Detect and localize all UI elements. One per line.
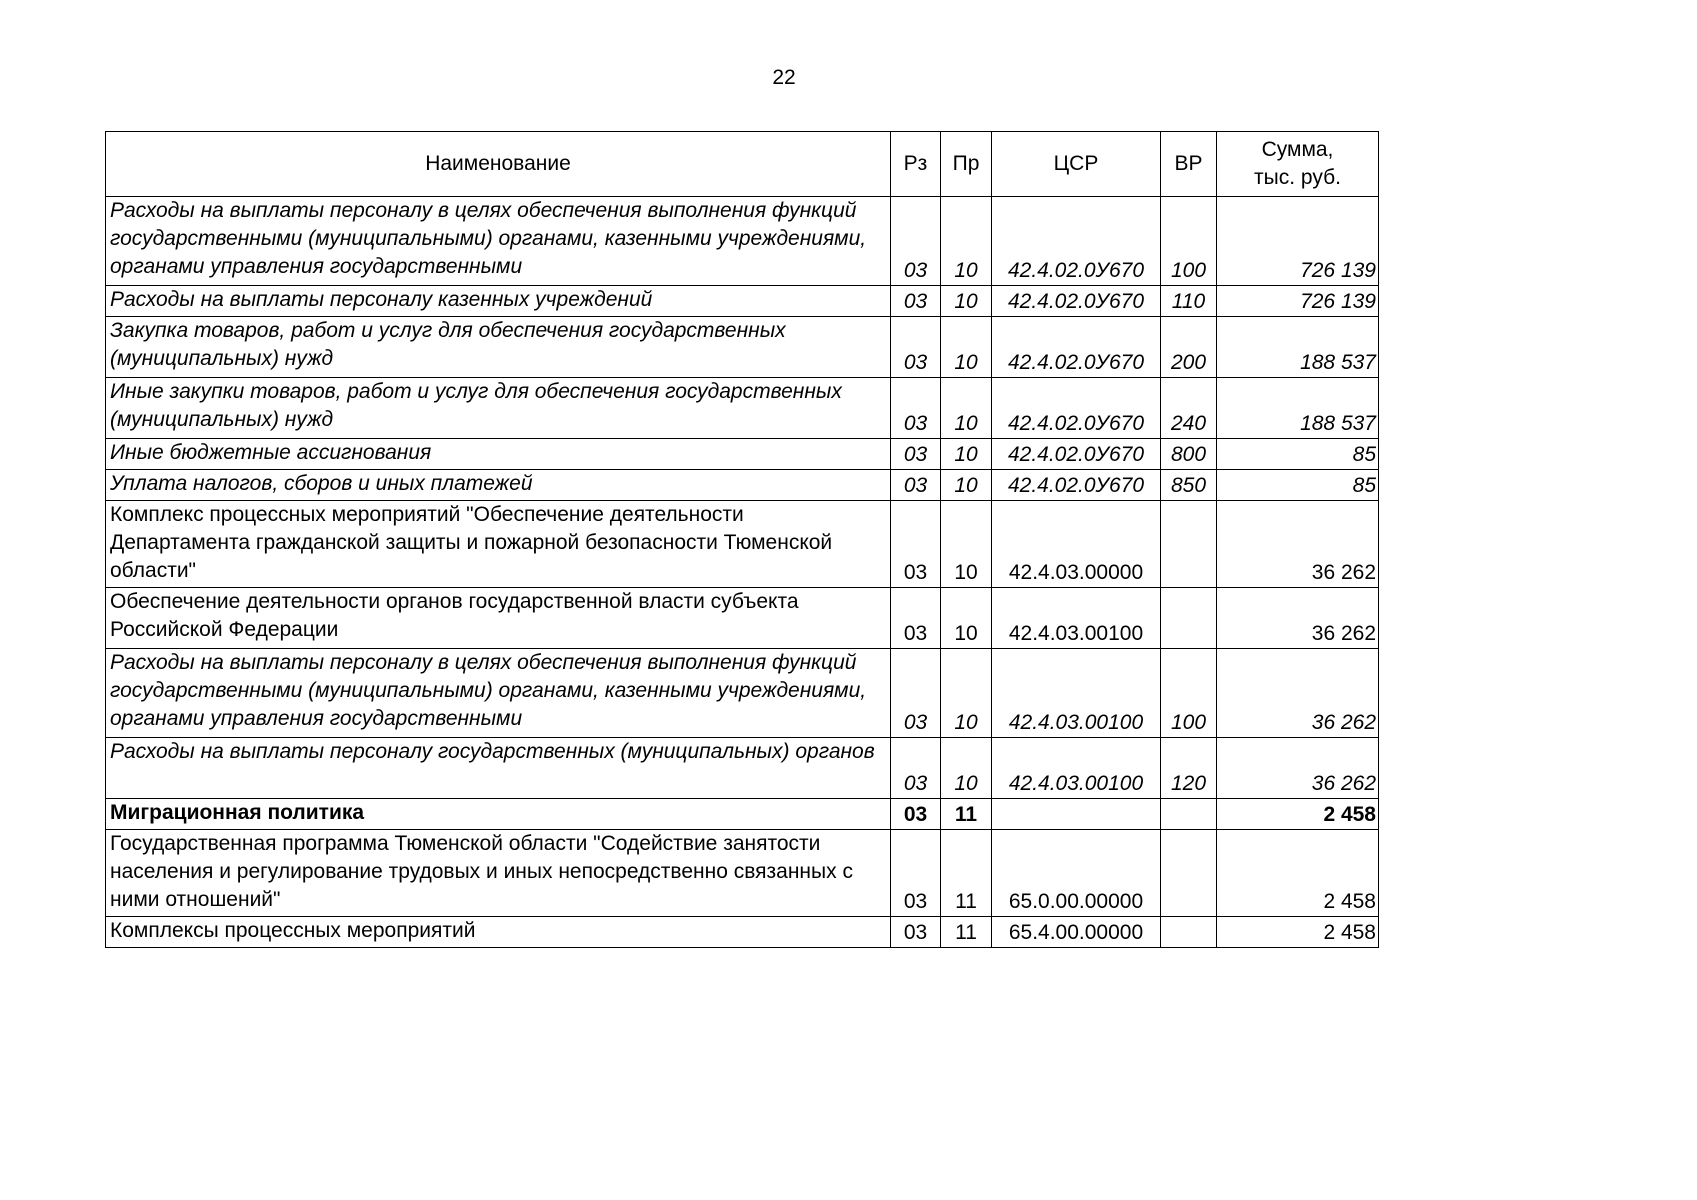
table-row — [106, 649, 1379, 738]
row-vr: 100 — [1161, 649, 1217, 738]
row-rz: 03 — [891, 799, 941, 830]
row-name: Расходы на выплаты персоналу в целях обеспечения выполнения функций государственными (муниципальными) органами, казенными учреждениями, органами управления государственными — [106, 197, 891, 286]
header-sum — [1217, 132, 1379, 197]
table-row — [106, 470, 1379, 501]
row-vr: 800 — [1161, 439, 1217, 470]
row-vr: 200 — [1161, 317, 1217, 378]
row-pr: 11 — [941, 799, 992, 830]
row-sum: 2 458 — [1217, 917, 1379, 948]
row-csr — [992, 799, 1161, 830]
row-rz: 03 — [891, 588, 941, 649]
header-sum-line1: Сумма, — [1261, 138, 1334, 161]
row-vr: 100 — [1161, 197, 1217, 286]
table-row — [106, 830, 1379, 917]
row-rz: 03 — [891, 286, 941, 317]
header-sum-line2: тыс. руб. — [1254, 166, 1341, 189]
header-name: Наименование — [106, 132, 891, 197]
row-csr: 42.4.02.0У670 — [992, 378, 1161, 439]
row-sum: 85 — [1217, 439, 1379, 470]
row-csr: 42.4.02.0У670 — [992, 286, 1161, 317]
row-name: Уплата налогов, сборов и иных платежей — [106, 470, 891, 501]
row-csr: 42.4.02.0У670 — [992, 317, 1161, 378]
table-row — [106, 439, 1379, 470]
row-name: Комплексы процессных мероприятий — [106, 917, 891, 948]
row-name: Иные закупки товаров, работ и услуг для обеспечения государственных (муниципальных) нужд — [106, 378, 891, 439]
row-vr: 110 — [1161, 286, 1217, 317]
row-rz: 03 — [891, 439, 941, 470]
row-rz: 03 — [891, 378, 941, 439]
row-pr: 10 — [941, 649, 992, 738]
header-pr: Пр — [941, 132, 992, 197]
row-rz: 03 — [891, 470, 941, 501]
header-csr: ЦСР — [992, 132, 1161, 197]
row-vr: 850 — [1161, 470, 1217, 501]
row-vr — [1161, 501, 1217, 588]
row-name: Расходы на выплаты персоналу государственных (муниципальных) органов — [106, 738, 891, 799]
row-csr: 42.4.03.00100 — [992, 738, 1161, 799]
row-csr: 42.4.03.00100 — [992, 588, 1161, 649]
table-row — [106, 378, 1379, 439]
table-row — [106, 917, 1379, 948]
row-name: Расходы на выплаты персоналу в целях обеспечения выполнения функций государственными (муниципальными) органами, казенными учреждениями, органами управления государственными — [106, 649, 891, 738]
row-name: Закупка товаров, работ и услуг для обеспечения государственных (муниципальных) нужд — [106, 317, 891, 378]
row-rz: 03 — [891, 649, 941, 738]
row-csr: 65.4.00.00000 — [992, 917, 1161, 948]
row-pr: 11 — [941, 917, 992, 948]
row-rz: 03 — [891, 738, 941, 799]
header-row — [106, 132, 1379, 197]
table-row — [106, 286, 1379, 317]
row-vr — [1161, 917, 1217, 948]
header-vr: ВР — [1161, 132, 1217, 197]
row-csr: 42.4.02.0У670 — [992, 470, 1161, 501]
row-pr: 10 — [941, 470, 992, 501]
table-row — [106, 738, 1379, 799]
row-rz: 03 — [891, 317, 941, 378]
row-sum: 188 537 — [1217, 378, 1379, 439]
row-csr: 42.4.02.0У670 — [992, 197, 1161, 286]
row-sum: 36 262 — [1217, 738, 1379, 799]
row-sum: 85 — [1217, 470, 1379, 501]
budget-table — [105, 131, 1379, 948]
table-row — [106, 501, 1379, 588]
row-pr: 10 — [941, 197, 992, 286]
row-sum: 36 262 — [1217, 588, 1379, 649]
table-row — [106, 588, 1379, 649]
row-csr: 65.0.00.00000 — [992, 830, 1161, 917]
table-row — [106, 317, 1379, 378]
row-name: Расходы на выплаты персоналу казенных учреждений — [106, 286, 891, 317]
row-rz: 03 — [891, 501, 941, 588]
row-pr: 10 — [941, 378, 992, 439]
row-name: Миграционная политика — [106, 799, 891, 830]
table-row — [106, 799, 1379, 830]
row-vr — [1161, 588, 1217, 649]
row-pr: 10 — [941, 439, 992, 470]
row-csr: 42.4.03.00100 — [992, 649, 1161, 738]
row-sum: 2 458 — [1217, 799, 1379, 830]
row-vr: 240 — [1161, 378, 1217, 439]
row-rz: 03 — [891, 917, 941, 948]
table-row — [106, 197, 1379, 286]
row-rz: 03 — [891, 197, 941, 286]
row-pr: 10 — [941, 588, 992, 649]
row-pr: 10 — [941, 738, 992, 799]
row-rz: 03 — [891, 830, 941, 917]
row-pr: 10 — [941, 501, 992, 588]
row-sum: 188 537 — [1217, 317, 1379, 378]
row-sum: 36 262 — [1217, 501, 1379, 588]
page-number: 22 — [772, 66, 796, 89]
row-vr — [1161, 830, 1217, 917]
row-pr: 11 — [941, 830, 992, 917]
row-sum: 36 262 — [1217, 649, 1379, 738]
header-rz: Рз — [891, 132, 941, 197]
row-name: Комплекс процессных мероприятий "Обеспечение деятельности Департамента гражданской защиты и пожарной безопасности Тюменской области" — [106, 501, 891, 588]
row-sum: 2 458 — [1217, 830, 1379, 917]
row-csr: 42.4.02.0У670 — [992, 439, 1161, 470]
row-sum: 726 139 — [1217, 286, 1379, 317]
row-name: Государственная программа Тюменской области "Содействие занятости населения и регулирование трудовых и иных непосредственно связанных с ними отношений" — [106, 830, 891, 917]
row-sum: 726 139 — [1217, 197, 1379, 286]
row-vr — [1161, 799, 1217, 830]
row-vr: 120 — [1161, 738, 1217, 799]
row-pr: 10 — [941, 317, 992, 378]
row-name: Иные бюджетные ассигнования — [106, 439, 891, 470]
row-csr: 42.4.03.00000 — [992, 501, 1161, 588]
row-name: Обеспечение деятельности органов государственной власти субъекта Российской Федерации — [106, 588, 891, 649]
row-pr: 10 — [941, 286, 992, 317]
